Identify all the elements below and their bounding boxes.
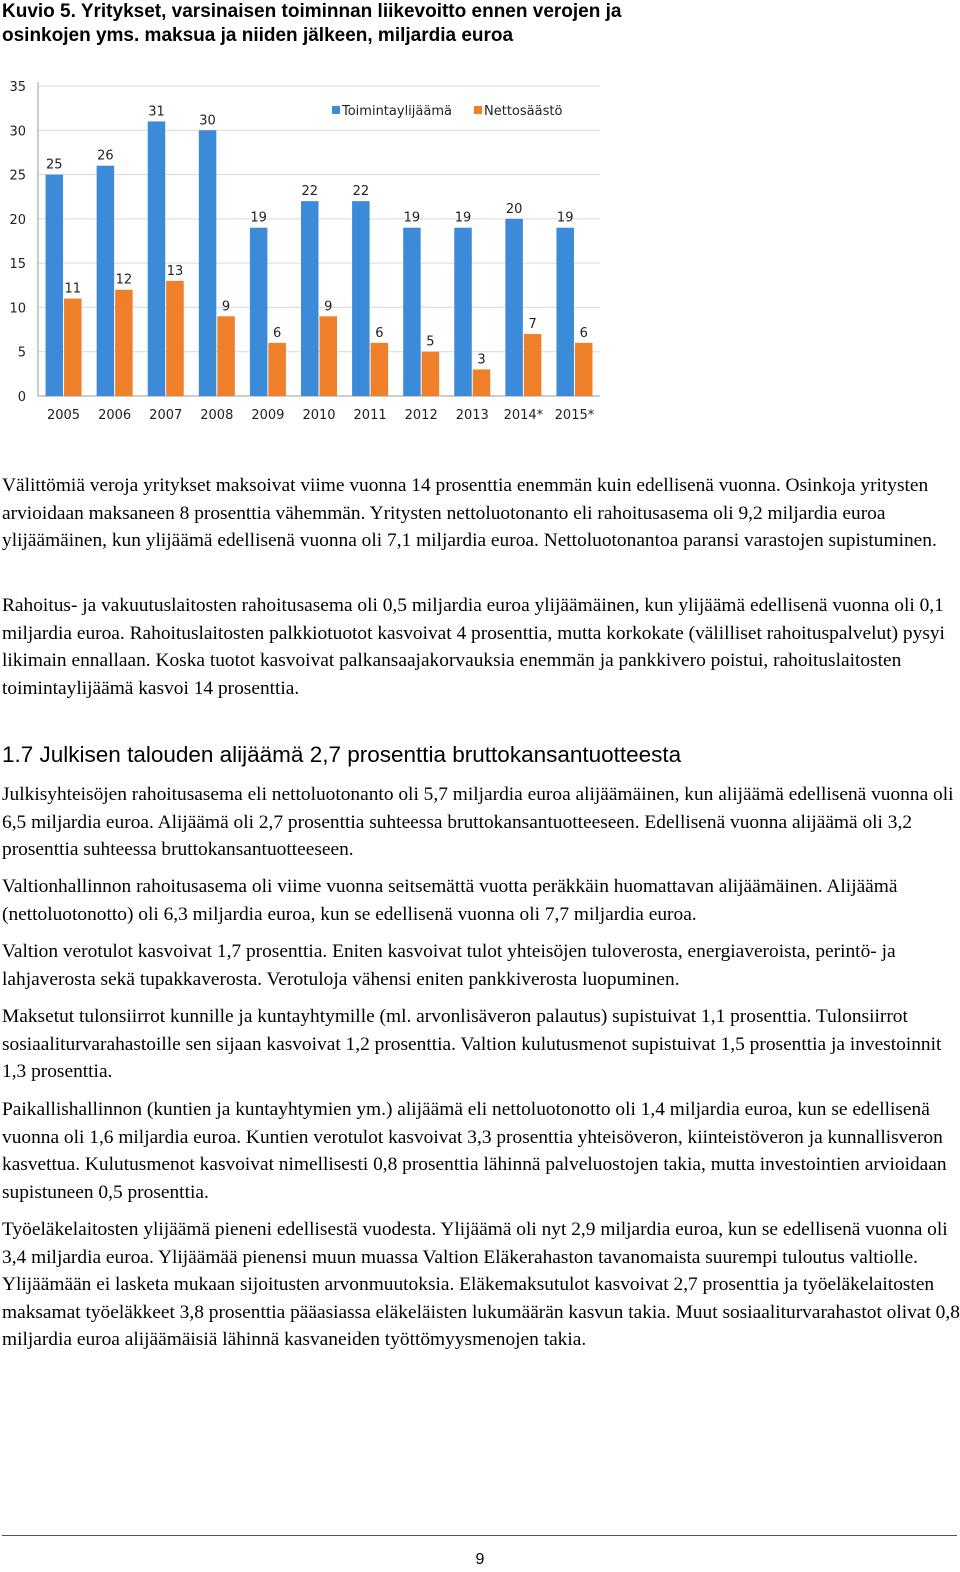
bar-toimintaylijaama xyxy=(46,175,64,396)
legend-label: Toimintaylijäämä xyxy=(342,104,452,119)
bar-toimintaylijaama xyxy=(556,228,574,396)
paragraph-state-tax-revenue: Valtion verotulot kasvoivat 1,7 prosenttia. Eniten kasvoivat tulot yhteisöjen tuloverosta, energiaveroista, perintö- ja lahjaverosta sekä tupakkaverosta. Verotuloja vähensi eniten pankkiverosta luopuminen. xyxy=(2,941,896,990)
y-tick-label: 20 xyxy=(9,212,26,228)
bar-nettosaasto xyxy=(422,352,440,396)
x-tick-label: 2009 xyxy=(251,408,285,423)
x-tick-label: 2012 xyxy=(404,408,438,423)
x-tick-label: 2007 xyxy=(149,408,183,423)
bar-nettosaasto xyxy=(575,343,593,396)
bar-nettosaasto xyxy=(115,290,132,396)
paragraph-local-government: Paikallishallinnon (kuntien ja kuntayhtymien ym.) alijäämä eli nettoluotonotto oli 1,4 miljardia euroa, kun se edellisenä vuonna oli 1,6 miljardia euroa. Kuntien verotulot kasvoivat 3,3 prosenttia yhteisöveron, kiinteistöveron ja kunnallisveron kasvettua. Kulutusmenot kasvoivat nimellisesti 0,8 prosenttia lähinnä palveluostojen takia, mutta investointien arvioidaan supistuneen 0,5 prosenttia. xyxy=(2,1099,947,1203)
data-label: 9 xyxy=(221,299,231,315)
bar-chart xyxy=(0,68,620,438)
y-tick-label: 0 xyxy=(17,390,26,405)
x-tick-label: 2006 xyxy=(98,408,132,423)
data-label: 19 xyxy=(403,210,421,226)
bar-nettosaasto xyxy=(217,316,235,396)
y-tick-label: 10 xyxy=(9,301,26,317)
paragraph-central-government: Valtionhallinnon rahoitusasema oli viime vuonna seitsemättä vuotta peräkkäin huomattavan alijäämäinen. Alijäämä (nettoluotonotto) oli 6,3 miljardia euroa, kun se edellisenä vuonna oli 7,7 miljardia euroa. xyxy=(2,876,898,925)
data-label: 20 xyxy=(505,201,523,217)
bar-toimintaylijaama xyxy=(250,228,268,396)
bar-nettosaasto xyxy=(64,299,82,396)
bar-nettosaasto xyxy=(320,316,338,396)
y-tick-label: 30 xyxy=(9,124,26,140)
bar-nettosaasto xyxy=(524,334,542,396)
bar-toimintaylijaama xyxy=(199,130,217,396)
paragraph-transfers: Maksetut tulonsiirrot kunnille ja kuntayhtymille (ml. arvonlisäveron palautus) supistuivat 1,1 prosenttia. Tulonsiirrot sosiaaliturvarahastoille sen sijaan kasvoivat 1,2 prosenttia. Valtion kulutusmenot supistuivat 1,5 prosenttia ja investoinnit 1,3 prosenttia. xyxy=(2,1006,942,1083)
x-tick-label: 2014* xyxy=(503,408,544,423)
data-label: 7 xyxy=(528,317,537,332)
x-tick-label: 2013 xyxy=(455,408,489,423)
y-tick-label: 5 xyxy=(17,345,26,361)
data-label: 9 xyxy=(324,299,333,315)
data-label: 11 xyxy=(64,281,82,297)
legend-label: Nettosäästö xyxy=(484,104,563,119)
footer-divider xyxy=(2,1535,957,1536)
x-tick-label: 2010 xyxy=(302,408,336,423)
bar-toimintaylijaama xyxy=(148,121,166,396)
x-tick-label: 2015* xyxy=(554,408,595,423)
paragraph-financial-institutions: Rahoitus- ja vakuutuslaitosten rahoitusasema oli 0,5 miljardia euroa ylijäämäinen, kun ylijäämä edellisenä vuonna oli 0,1 miljardia euroa. Rahoituslaitosten palkkiotuotot kasvoivat 4 prosenttia, mutta korkokate (välilliset rahoituspalvelut) pysyi likimain ennallaan. Koska tuotot kasvoivat palkansaajakorvauksia enemmän ja pankkivero poistui, rahoituslaitosten toimintaylijäämä kasvoi 14 prosenttia. xyxy=(2,595,945,699)
x-tick-label: 2011 xyxy=(353,408,387,423)
data-label: 19 xyxy=(454,210,472,226)
bar-nettosaasto xyxy=(268,343,286,396)
data-label: 19 xyxy=(556,210,574,226)
paragraph-public-sector: Julkisyhteisöjen rahoitusasema eli nettoluotonanto oli 5,7 miljardia euroa alijäämäinen, kun alijäämä edellisenä vuonna oli 6,5 miljardia euroa. Alijäämä oli 2,7 prosenttia suhteessa bruttokansantuotteeseen. Edellisenä vuonna alijäämä oli 3,2 prosenttia suhteessa bruttokansantuotteeseen. xyxy=(2,784,954,861)
paragraph-companies-taxes: Välittömiä veroja yritykset maksoivat viime vuonna 14 prosenttia enemmän kuin edellisenä vuonna. Osinkoja yritysten arvioidaan maksaneen 8 prosenttia vähemmän. Yritysten nettoluotonanto eli rahoitusasema oli 9,2 miljardia euroa ylijäämäinen, kun ylijäämä edellisenä vuonna oli 7,1 miljardia euroa. Nettoluotonantoa paransi varastojen supistuminen. xyxy=(2,475,937,552)
bar-toimintaylijaama xyxy=(454,228,472,396)
bar-nettosaasto xyxy=(371,343,389,396)
data-label: 5 xyxy=(426,334,435,350)
data-label: 26 xyxy=(97,148,114,164)
x-tick-label: 2008 xyxy=(200,408,234,423)
bar-toimintaylijaama xyxy=(352,201,370,396)
bar-toimintaylijaama xyxy=(403,228,421,396)
data-label: 22 xyxy=(301,184,319,200)
data-label: 13 xyxy=(166,263,184,279)
data-label: 19 xyxy=(250,210,267,226)
y-tick-label: 35 xyxy=(9,80,26,95)
data-label: 30 xyxy=(199,113,216,129)
data-label: 6 xyxy=(579,325,588,341)
y-tick-label: 15 xyxy=(9,257,26,273)
bar-nettosaasto xyxy=(166,281,184,396)
bar-nettosaasto xyxy=(473,369,491,396)
x-tick-label: 2005 xyxy=(46,408,81,423)
page-number: 9 xyxy=(475,1551,485,1568)
data-label: 31 xyxy=(148,104,165,120)
data-label: 25 xyxy=(46,157,63,173)
bar-toimintaylijaama xyxy=(97,166,115,396)
data-label: 3 xyxy=(477,352,486,368)
data-label: 22 xyxy=(352,184,370,200)
bar-toimintaylijaama xyxy=(505,219,523,396)
data-label: 6 xyxy=(273,325,282,341)
y-tick-label: 25 xyxy=(9,168,26,184)
paragraph-pension-institutions: Työeläkelaitosten ylijäämä pieneni edellisestä vuodesta. Ylijäämä oli nyt 2,9 miljardia euroa, kun se edellisenä vuonna oli 3,4 miljardia euroa. Ylijäämää pienensi muun muassa Valtion Eläkerahaston tavanomaista suurempi tuloutus valtiolle. Ylijäämään ei lasketa mukaan sijoitusten arvonmuutoksia. Eläkemaksutulot kasvoivat 2,7 prosenttia ja työeläkelaitosten maksamat työeläkkeet 3,8 prosenttia pääasiassa eläkeläisten lukumäärän kasvun takia. Muut sosiaaliturvarahastot olivat 0,8 miljardia euroa alijäämäisiä lähinnä kasvaneiden työttömyysmenojen takia. xyxy=(2,1219,960,1351)
legend-swatch xyxy=(474,106,482,114)
section-heading: 1.7 Julkisen talouden alijäämä 2,7 prosenttia bruttokansantuotteesta xyxy=(2,742,682,767)
figure-title: Kuvio 5. Yritykset, varsinaisen toiminnan liikevoitto ennen verojen ja osinkojen yms. maksua ja niiden jälkeen, miljardia euroa xyxy=(2,1,622,46)
data-label: 12 xyxy=(115,272,133,288)
legend-swatch xyxy=(332,106,340,114)
bar-toimintaylijaama xyxy=(301,201,319,396)
data-label: 6 xyxy=(375,325,384,341)
